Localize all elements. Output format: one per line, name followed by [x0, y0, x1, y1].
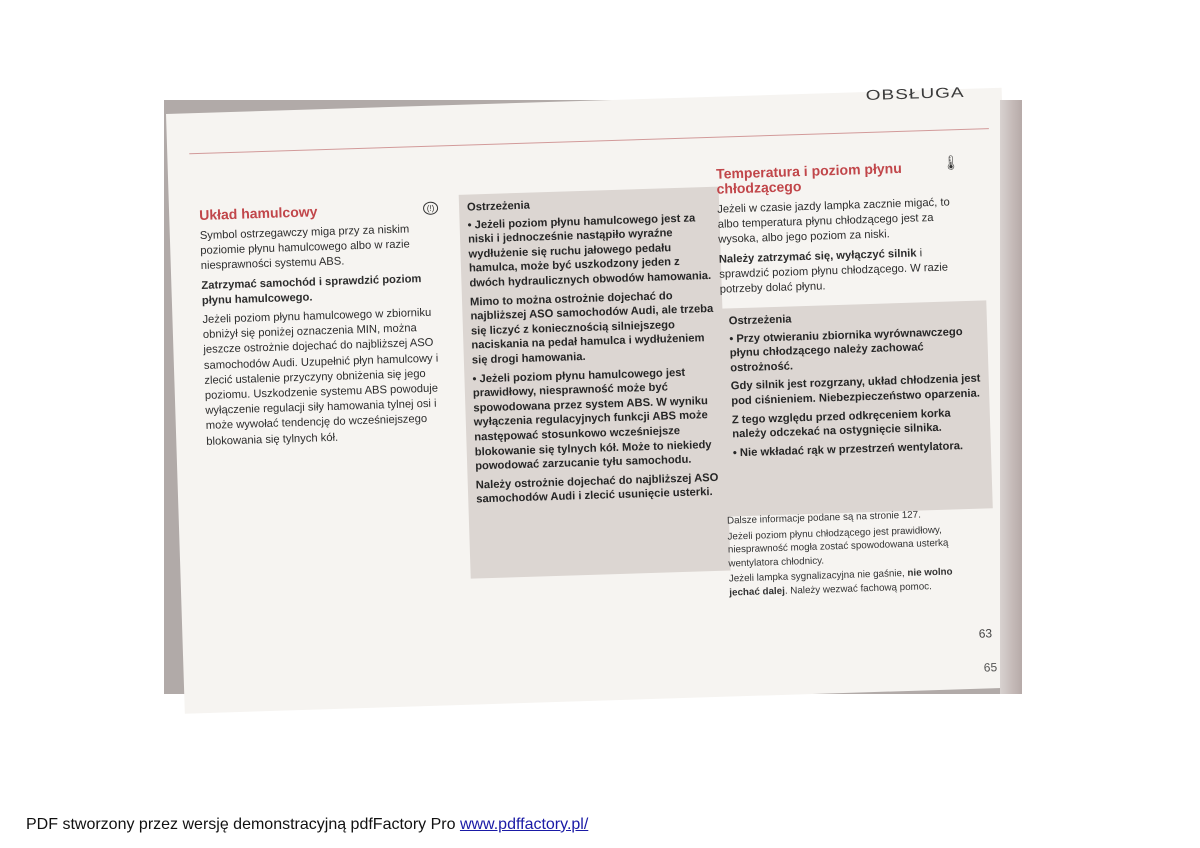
coolant-footnotes: [727, 507, 982, 602]
scanned-page-image: [164, 84, 1022, 694]
coolant-warnings-box: [720, 300, 992, 516]
footnote-3-bold: nie wolno jechać dalej: [729, 566, 953, 599]
page-edge: [1000, 100, 1022, 694]
brake-paragraph-1: Symbol ostrzegawczy miga przy za niskim poziomie płynu hamulcowego albo w razie niesprawności systemu ABS.: [199, 223, 410, 273]
brake-warning-2: Mimo to można ostrożnie dojechać do najbliższej ASO samochodów Audi, ale trzeba się liczyć z koniecznością silniejszego naciskania na pedał hamulca i wydłużeniem się drogi hamowania.: [469, 289, 714, 367]
brake-system-section: [199, 200, 447, 453]
coolant-title: Temperatura i poziom płynu chłodzącego: [715, 159, 902, 197]
coolant-warnings-title: Ostrzeżenia: [728, 313, 792, 328]
brake-warning-1: • Jeżeli poziom płynu hamulcowego jest za niski i jednocześnie nastąpiło wyraźne wydłużenie się ruchu jałowego pedału hamulca, może być uszkodzony jeden z dwóch hydraulicznych obwodów hamowania.: [467, 212, 712, 290]
brake-warning-4: Należy ostrożnie dojechać do najbliższej ASO samochodów Audi i zlecić usunięcie usterki.: [475, 471, 719, 506]
footnote-1: Dalsze informacje podane są na stronie 127.: [726, 509, 922, 527]
footnote-3-post: . Należy wezwać fachową pomoc.: [784, 581, 932, 597]
page-number-secondary: 65: [983, 660, 998, 675]
coolant-warning-2: Gdy silnik jest rozgrzany, układ chłodzenia jest pod ciśnieniem. Niebezpieczeństwo oparzenia.: [730, 372, 981, 408]
coolant-section: [715, 154, 970, 302]
coolant-paragraph-2-bold: Należy zatrzymać się, wyłączyć silnik: [718, 247, 917, 266]
page-number-primary: 63: [978, 626, 993, 641]
coolant-warning-3: Z tego względu przed odkręceniem korka należy odczekać na ostygnięcie silnika.: [731, 407, 951, 441]
page-header-word: OBSŁUGA: [865, 84, 965, 104]
pdf-footer: [26, 816, 588, 834]
coolant-paragraph-1: Jeżeli w czasie jazdy lampka zacznie migać, to albo temperatura płynu chłodzącego jest za wysoka, albo jego poziom za niski.: [717, 196, 950, 247]
footnote-3-pre: Jeżeli lampka sygnalizacyjna nie gaśnie,: [728, 568, 908, 585]
brake-warnings-title: Ostrzeżenia: [466, 199, 531, 214]
brake-warning-3: • Jeżeli poziom płynu hamulcowego jest prawidłowy, niesprawność może być spowodowana przez system ABS. W wyniku wyłączenia regulacyjnych funkcji ABS może następować stosunkowo wcześniejsze blokowanie się tylnych kół. Może to niekiedy powodować zarzucanie tyłu samochodu.: [472, 366, 712, 473]
brake-warning-icon: (!): [423, 202, 438, 215]
header-rule: [189, 128, 989, 154]
pdf-footer-link[interactable]: www.pdffactory.pl/: [459, 816, 589, 833]
brake-warnings-box: [459, 187, 731, 579]
brake-paragraph-2: Zatrzymać samochód i sprawdzić poziom płynu hamulcowego.: [201, 272, 422, 307]
pdf-footer-text: PDF stworzony przez wersję demonstracyjną pdfFactory Pro: [26, 816, 460, 833]
footnote-2: Jeżeli poziom płynu chłodzącego jest prawidłowy, niesprawność mogła zostać spowodowana usterką wentylatora chłodnicy.: [727, 524, 949, 570]
coolant-warning-4: • Nie wkładać rąk w przestrzeń wentylatora.: [732, 439, 964, 460]
brake-system-title: Układ hamulcowy: [198, 203, 318, 224]
coolant-temperature-icon: 🌡: [941, 154, 960, 171]
brake-paragraph-3: Jeżeli poziom płynu hamulcowego w zbiorniku obniżył się poniżej oznaczenia MIN, można jeszcze ostrożnie dojechać do najbliższej ASO samochodów Audi. Uzupełnić płyn hamulcowy i zlecić ustalenie przyczyny obniżenia się jego poziomu. Uszkodzenie systemu ABS powoduje wyłączenie regulacji siły hamowania tylnej osi i może wywołać tendencję do wcześniejszego blokowania się tylnych kół.: [202, 306, 439, 448]
coolant-paragraph-2-rest: i sprawdzić poziom płynu chłodzącego. W razie potrzeby dolać płynu.: [719, 246, 949, 296]
coolant-warning-1: • Przy otwieraniu zbiornika wyrównawczego płynu chłodzącego należy zachować ostrożność.: [729, 325, 963, 375]
manual-page: [166, 84, 1020, 714]
